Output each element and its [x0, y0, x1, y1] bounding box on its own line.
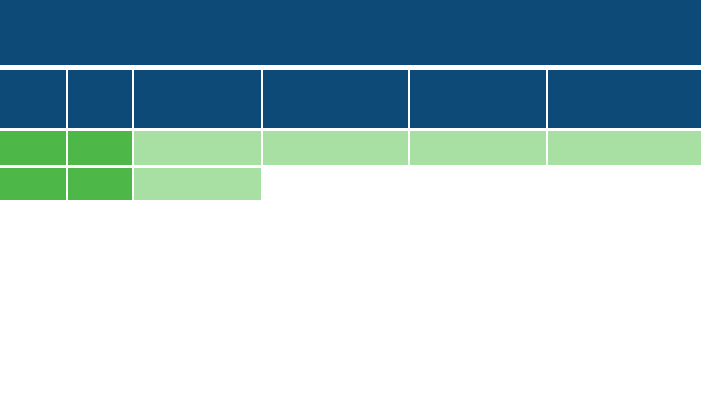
cinemadart-row-0-salle — [0, 131, 66, 165]
header-day-2 — [263, 70, 408, 128]
header-day-1 — [134, 70, 261, 128]
cinemadart-row-0-day-2 — [263, 131, 408, 165]
cinemadart-row-0-day-4 — [548, 131, 701, 165]
cinemadart-row-0-day-3 — [410, 131, 546, 165]
cinemadart-row-1-salle — [0, 168, 66, 200]
cinemadart-row-0-seance — [68, 131, 132, 165]
cinemadart-row-1-seance — [68, 168, 132, 200]
header-day-3 — [410, 70, 546, 128]
title-bar — [0, 0, 701, 65]
cinemadart-row-0-day-1 — [134, 131, 261, 165]
header-salles — [0, 70, 66, 128]
header-seances — [68, 70, 132, 128]
header-day-4 — [548, 70, 701, 128]
cinemadart-row-1-day-1 — [134, 168, 261, 200]
